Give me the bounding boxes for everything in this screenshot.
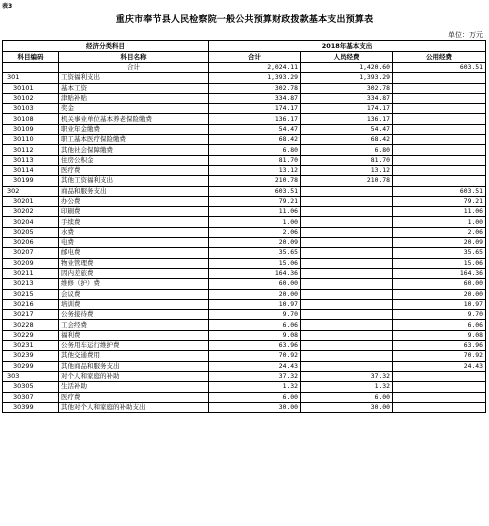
table-row [3,83,486,93]
table-row [3,330,486,340]
table-row [3,382,486,392]
cell-total: 15.06 [209,258,301,268]
cell-code: 30102 [3,93,59,103]
cell-name: 津贴补贴 [59,93,209,103]
cell-public: 20.00 [393,289,486,299]
cell-name: 印刷费 [59,207,209,217]
cell-name: 其他商品和服务支出 [59,361,209,371]
header-name: 科目名称 [59,52,209,63]
table-row [3,217,486,227]
header-basic-expenditure: 2018年基本支出 [209,41,486,52]
table-row [3,279,486,289]
cell-personnel: 136.17 [301,114,393,124]
cell-name: 医疗费 [59,165,209,175]
cell-code: 30202 [3,207,59,217]
cell-personnel [301,207,393,217]
table-row [3,361,486,371]
cell-total: 6.80 [209,145,301,155]
cell-code: 30209 [3,258,59,268]
cell-personnel: 81.70 [301,155,393,165]
cell-public [393,124,486,134]
table-row [3,114,486,124]
table-row [3,155,486,165]
cell-total: 1,393.29 [209,73,301,83]
table-row [3,63,486,73]
cell-public [393,93,486,103]
cell-total: 54.47 [209,124,301,134]
cell-name: 办公费 [59,196,209,206]
cell-name: 物业管理费 [59,258,209,268]
cell-public: 15.06 [393,258,486,268]
table-row [3,351,486,361]
cell-personnel [301,238,393,248]
header-row-columns [3,52,486,63]
cell-code: 30239 [3,351,59,361]
cell-code [3,63,59,73]
cell-name: 工会经费 [59,320,209,330]
table-row [3,341,486,351]
cell-public: 9.70 [393,310,486,320]
cell-code: 30101 [3,83,59,93]
cell-public: 2.06 [393,227,486,237]
cell-personnel: 1,420.60 [301,63,393,73]
cell-code: 30201 [3,196,59,206]
cell-total: 35.65 [209,248,301,258]
cell-public [393,382,486,392]
cell-total: 603.51 [209,186,301,196]
cell-name: 医疗费 [59,392,209,402]
cell-personnel: 334.87 [301,93,393,103]
cell-code: 30216 [3,299,59,309]
table-row [3,402,486,412]
unit-label: 单位：万元 [448,31,483,39]
cell-code: 30204 [3,217,59,227]
cell-public: 9.08 [393,330,486,340]
cell-name: 公务接待费 [59,310,209,320]
cell-public [393,145,486,155]
cell-public [393,135,486,145]
table-row [3,73,486,83]
cell-name: 手续费 [59,217,209,227]
cell-personnel [301,320,393,330]
table-row [3,176,486,186]
cell-public: 63.96 [393,341,486,351]
cell-personnel: 13.12 [301,165,393,175]
cell-public [393,371,486,381]
table-row [3,124,486,134]
cell-total: 63.96 [209,341,301,351]
cell-public: 6.06 [393,320,486,330]
cell-total: 9.70 [209,310,301,320]
cell-name: 工资福利支出 [59,73,209,83]
cell-name: 住房公积金 [59,155,209,165]
table-row [3,320,486,330]
cell-code: 30103 [3,104,59,114]
cell-code: 302 [3,186,59,196]
cell-personnel: 6.00 [301,392,393,402]
cell-public [393,155,486,165]
cell-total: 20.00 [209,289,301,299]
cell-code: 30108 [3,114,59,124]
table-row [3,289,486,299]
cell-name: 培训费 [59,299,209,309]
cell-personnel [301,310,393,320]
cell-personnel [301,217,393,227]
cell-name: 水费 [59,227,209,237]
cell-code: 30110 [3,135,59,145]
cell-name: 电费 [59,238,209,248]
cell-public: 11.06 [393,207,486,217]
cell-personnel [301,248,393,258]
cell-total: 24.43 [209,361,301,371]
cell-total: 68.42 [209,135,301,145]
cell-public: 603.51 [393,63,486,73]
cell-personnel [301,279,393,289]
cell-code: 30229 [3,330,59,340]
cell-name: 生活补助 [59,382,209,392]
cell-name: 合计 [59,63,209,73]
cell-code: 30112 [3,145,59,155]
cell-total: 30.00 [209,402,301,412]
cell-public: 70.92 [393,351,486,361]
cell-code: 30217 [3,310,59,320]
cell-public [393,104,486,114]
header-total: 合计 [209,52,301,63]
cell-public: 60.00 [393,279,486,289]
cell-public [393,392,486,402]
cell-name: 会议费 [59,289,209,299]
cell-name: 福利费 [59,330,209,340]
table-row [3,207,486,217]
cell-total: 136.17 [209,114,301,124]
cell-public [393,402,486,412]
cell-code: 30215 [3,289,59,299]
cell-code: 30305 [3,382,59,392]
cell-personnel [301,268,393,278]
cell-name: 职业年金缴费 [59,124,209,134]
table-body [3,63,486,413]
table-row [3,196,486,206]
table-row [3,258,486,268]
table-row [3,186,486,196]
header-personnel: 人员经费 [301,52,393,63]
cell-personnel: 1,393.29 [301,73,393,83]
table-row [3,135,486,145]
table-row [3,371,486,381]
cell-personnel: 174.17 [301,104,393,114]
cell-name: 其他交通费用 [59,351,209,361]
cell-personnel [301,361,393,371]
table-number: 表3 [2,3,13,10]
table-row [3,268,486,278]
cell-total: 6.06 [209,320,301,330]
cell-name: 对个人和家庭的补助 [59,371,209,381]
cell-public: 164.36 [393,268,486,278]
table-row [3,238,486,248]
cell-personnel: 210.78 [301,176,393,186]
cell-total: 302.78 [209,83,301,93]
cell-total: 70.92 [209,351,301,361]
cell-total: 37.32 [209,371,301,381]
cell-name: 奖金 [59,104,209,114]
cell-code: 30207 [3,248,59,258]
cell-code: 30205 [3,227,59,237]
table-row [3,165,486,175]
cell-total: 174.17 [209,104,301,114]
cell-personnel [301,196,393,206]
cell-personnel: 37.32 [301,371,393,381]
cell-public [393,83,486,93]
cell-code: 30211 [3,268,59,278]
cell-total: 164.36 [209,268,301,278]
table-row [3,93,486,103]
cell-name: 其他社会保障缴费 [59,145,209,155]
cell-public: 79.21 [393,196,486,206]
cell-total: 1.00 [209,217,301,227]
cell-public: 35.65 [393,248,486,258]
budget-table [2,40,486,413]
cell-personnel [301,351,393,361]
table-row [3,227,486,237]
table-row [3,248,486,258]
cell-name: 因内差旅费 [59,268,209,278]
cell-total: 2.06 [209,227,301,237]
cell-personnel: 54.47 [301,124,393,134]
cell-public: 20.09 [393,238,486,248]
page-title: 重庆市奉节县人民检察院一般公共预算财政拨款基本支出预算表 [115,15,374,25]
cell-code: 30199 [3,176,59,186]
cell-public: 24.43 [393,361,486,371]
cell-personnel: 68.42 [301,135,393,145]
cell-personnel: 1.32 [301,382,393,392]
cell-total: 2,024.11 [209,63,301,73]
cell-personnel [301,299,393,309]
cell-code: 30213 [3,279,59,289]
header-economic-class: 经济分类科目 [3,41,209,52]
cell-public: 603.51 [393,186,486,196]
cell-name: 职工基本医疗保险缴费 [59,135,209,145]
cell-personnel: 6.80 [301,145,393,155]
cell-code: 301 [3,73,59,83]
cell-public [393,176,486,186]
cell-name: 基本工资 [59,83,209,93]
cell-personnel [301,227,393,237]
cell-total: 81.70 [209,155,301,165]
cell-public [393,73,486,83]
cell-code: 303 [3,371,59,381]
cell-code: 30109 [3,124,59,134]
cell-code: 30399 [3,402,59,412]
cell-code: 30113 [3,155,59,165]
cell-total: 60.00 [209,279,301,289]
cell-code: 30307 [3,392,59,402]
cell-personnel [301,186,393,196]
header-code: 科目编码 [3,52,59,63]
cell-personnel [301,330,393,340]
cell-name: 其他工资福利支出 [59,176,209,186]
table-row [3,310,486,320]
cell-total: 20.09 [209,238,301,248]
cell-total: 334.87 [209,93,301,103]
cell-name: 公务用车运行维护费 [59,341,209,351]
cell-personnel [301,258,393,268]
table-row [3,145,486,155]
cell-personnel [301,289,393,299]
table-row [3,104,486,114]
cell-name: 邮电费 [59,248,209,258]
cell-total: 10.97 [209,299,301,309]
cell-public: 10.97 [393,299,486,309]
cell-code: 30299 [3,361,59,371]
cell-name: 维修（护）费 [59,279,209,289]
cell-total: 9.08 [209,330,301,340]
table-row [3,299,486,309]
cell-total: 6.00 [209,392,301,402]
cell-total: 13.12 [209,165,301,175]
cell-personnel: 30.00 [301,402,393,412]
cell-name: 机关事业单位基本养老保险缴费 [59,114,209,124]
cell-code: 30228 [3,320,59,330]
cell-public [393,165,486,175]
cell-public [393,114,486,124]
cell-public: 1.00 [393,217,486,227]
cell-code: 30206 [3,238,59,248]
cell-code: 30231 [3,341,59,351]
cell-code: 30114 [3,165,59,175]
cell-name: 其他对个人和家庭的补助支出 [59,402,209,412]
cell-name: 商品和服务支出 [59,186,209,196]
table-row [3,392,486,402]
cell-total: 79.21 [209,196,301,206]
cell-total: 11.06 [209,207,301,217]
cell-personnel [301,341,393,351]
header-public: 公用经费 [393,52,486,63]
cell-total: 210.78 [209,176,301,186]
cell-total: 1.32 [209,382,301,392]
cell-personnel: 302.78 [301,83,393,93]
header-row-group [3,41,486,52]
